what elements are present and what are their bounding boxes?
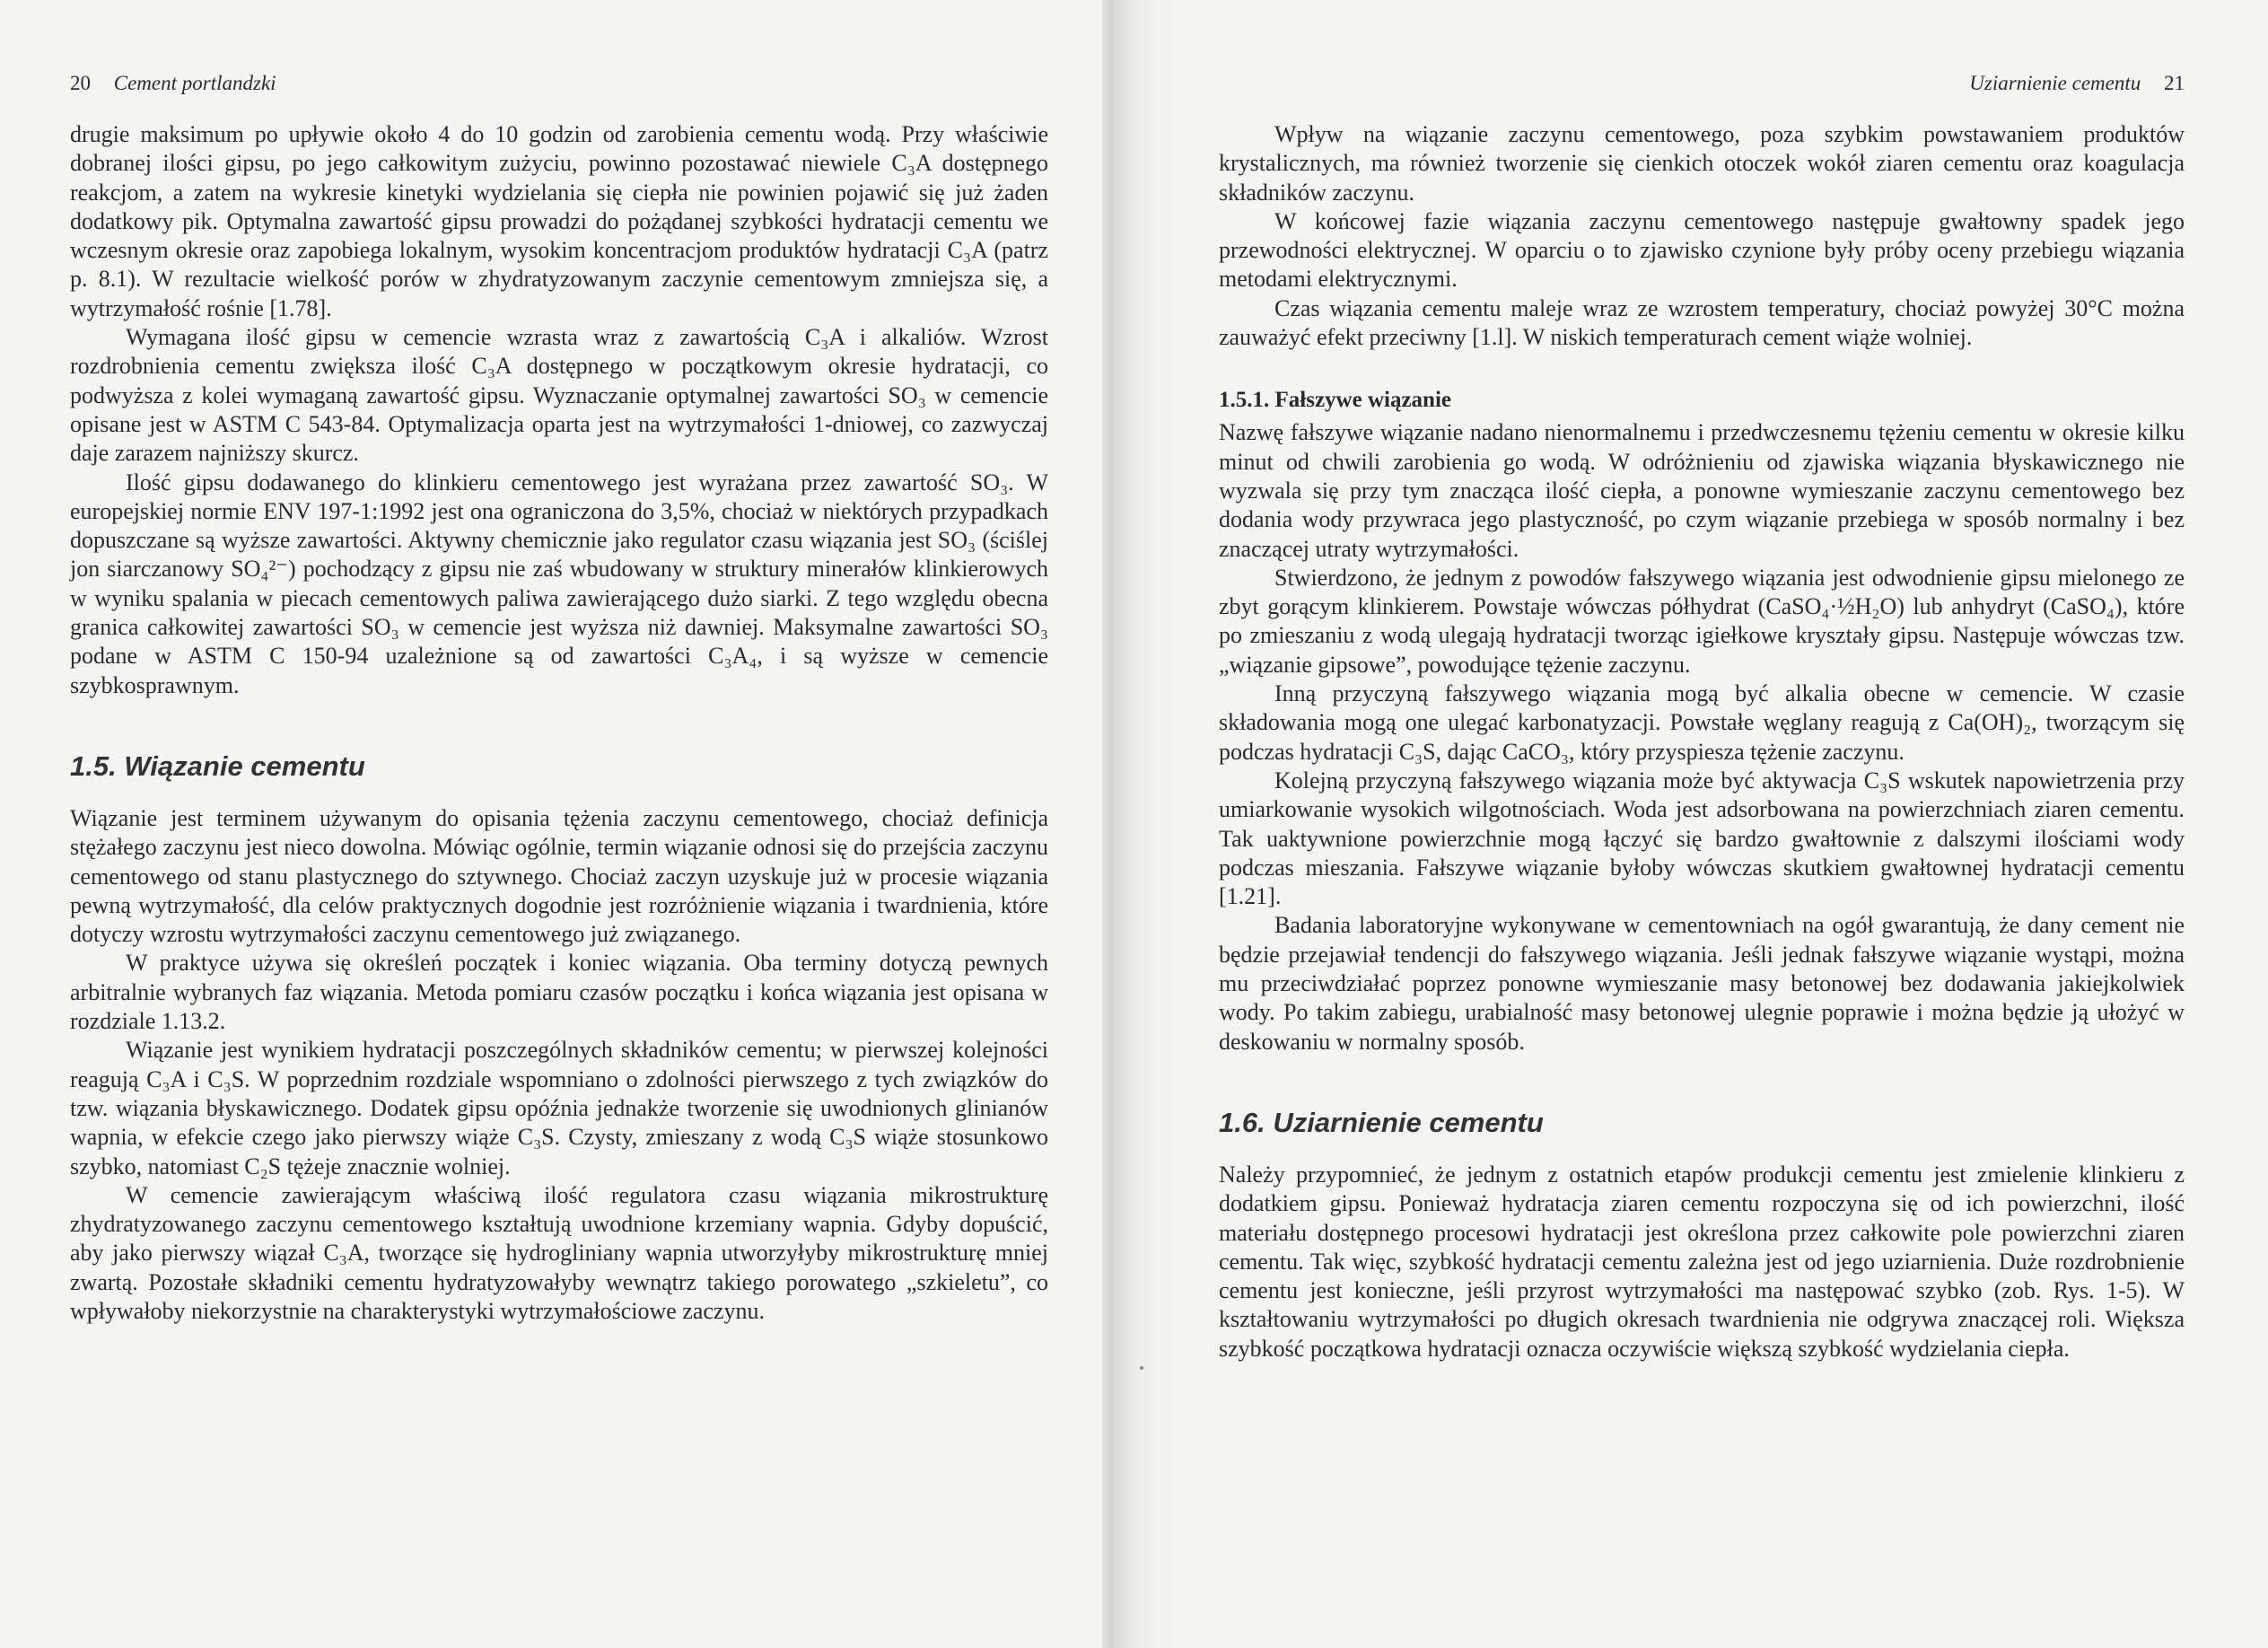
right-running-head	[1219, 70, 2185, 106]
left-paragraph-6: Wiązanie jest wynikiem hydratacji poszczególnych składników cementu; w pierwszej kolejności reagują C₃A i C₃S. W poprzednim rozdziale wspomniano o zdolności pierwszego z tych związków do tzw. wiązania błyskawicznego. Dodatek gipsu opóźnia jednakże tworzenie się uwodnionych glinianów wapnia, w efekcie czego jako pierwszy wiąże C₃S. Czysty, zmieszany z wodą C₃S wiąże stosunkowo szybko, natomiast C₂S tężeje znacznie wolniej.	[70, 1037, 1048, 1179]
margin-dot-mark	[1140, 1366, 1143, 1370]
left-paragraph-4: Wiązanie jest terminem używanym do opisania tężenia zaczynu cementowego, chociaż definicja stężałego zaczynu jest nieco dowolna. Mówiąc ogólnie, termin wiązanie odnosi się do przejścia zaczynu cementowego od stanu plastycznego do sztywnego. Chociaż zaczyn uzyskuje już w procesie wiązania pewną wytrzymałość, dla celów praktycznych dogodnie jest rozróżnienie wiązania i twardnienia, które dotyczy wzrostu wytrzymałości zaczynu cementowego już związanego.	[70, 804, 1048, 948]
left-running-head	[70, 70, 1048, 106]
right-paragraph-9: Należy przypomnieć, że jednym z ostatnich etapów produkcji cementu jest zmielenie klinkieru z dodatkiem gipsu. Ponieważ hydratacja ziaren cementu rozpoczyna się od ich powierzchni, ilość materiału dostępnego procesowi hydratacji jest określona przez całkowite pole powierzchni ziaren cementu. Tak więc, szybkość hydratacji cementu zależna jest od jego uziarnienia. Duże rozdrobnienie cementu jest konieczne, jeśli przyrost wytrzymałości ma następować szybko (zob. Rys. 1-5). W kształtowaniu wytrzymałości po długich okresach twardnienia nie odgrywa znaczącej roli. Większa szybkość początkowa hydratacji oznacza oczywiście większą szybkość wydzielania ciepła.	[1219, 1161, 2185, 1362]
left-paragraph-1: drugie maksimum po upływie około 4 do 10 godzin od zarobienia cementu wodą. Przy właściwie dobranej ilości gipsu, po jego całkowitym zużyciu, powinno pozostawać niewiele C₃A dostępnego reakcjom, a zatem na wykresie kinetyki wydzielania się ciepła nie powinien pojawić się już żaden dodatkowy pik. Optymalna zawartość gipsu prowadzi do pożądanej szybkości hydratacji cementu we wczesnym okresie oraz zapobiega lokalnym, wysokim koncentracjom produktów hydratacji C₃A (patrz p. 8.1). W rezultacie wielkość porów w zhydratyzowanym zaczynie cementowym zmniejsza się, a wytrzymałość rośnie [1.78].	[70, 121, 1048, 321]
right-paragraph-4: Nazwę fałszywe wiązanie nadano nienormalnemu i przedwczesnemu tężeniu cementu w okresie kilku minut od chwili zarobienia go wodą. W odróżnieniu od zjawiska wiązania błyskawicznego nie wyzwala się przy tym znacząca ilość ciepła, a ponowne wymieszanie zaczynu cementowego bez dodania wody przywraca jego plastyczność, po czym wiązanie przebiega w sposób normalny i bez znaczącej utraty wytrzymałości.	[1219, 419, 2185, 562]
right-page-number: 21	[2164, 72, 2185, 94]
left-paragraph-7: W cemencie zawierającym właściwą ilość regulatora czasu wiązania mikrostrukturę zhydratyzowanego zaczynu cementowego kształtują uwodnione krzemiany wapnia. Gdyby dopuścić, aby jako pierwszy wiązał C₃A, tworzące się hydrogliniany wapnia utworzyłyby mikrostrukturę mniej zwartą. Pozostałe składniki cementu hydratyzowałyby wewnątrz takiego porowatego „szkieletu”, co wpływałoby niekorzystnie na charakterystyki wytrzymałościowe zaczynu.	[70, 1181, 1048, 1324]
left-page-number: 20	[70, 72, 91, 94]
right-paragraph-1: Wpływ na wiązanie zaczynu cementowego, poza szybkim powstawaniem produktów krystalicznych, ma również tworzenie się cienkich otoczek wokół ziaren cementu oraz koagulacja składników zaczynu.	[1219, 121, 2185, 206]
right-paragraph-7: Kolejną przyczyną fałszywego wiązania może być aktywacja C₃S wskutek napowietrzenia przy umiarkowanie wysokich wilgotnościach. Woda jest adsorbowana na powierzchniach ziaren cementu. Tak uaktywnione powierzchnie mogą łączyć się bardzo gwałtownie z dalszymi ilościami wody podczas mieszania. Fałszywe wiązanie byłoby wówczas skutkiem gwałtownej hydratacji cementu [1.21].	[1219, 767, 2185, 910]
right-running-title: Uziarnienie cementu	[1969, 72, 2141, 94]
chapter-heading-1-5: 1.5. Wiązanie cementu	[70, 749, 365, 782]
chapter-heading-1-6: 1.6. Uziarnienie cementu	[1219, 1106, 1544, 1138]
right-paragraph-8: Badania laboratoryjne wykonywane w cementowniach na ogół gwarantują, że dany cement nie będzie przejawiał tendencji do fałszywego wiązania. Jeśli jednak fałszywe wiązanie wystąpi, można mu przeciwdziałać poprzez ponowne wymieszanie masy betonowej bez dodawania jakiejkolwiek wody. Po takim zabiegu, urabialność masy betonowej ulegnie poprawie i można będzie ją ułożyć w deskowaniu w normalny sposób.	[1219, 912, 2185, 1055]
right-page	[1113, 0, 2268, 1648]
left-paragraph-3: Ilość gipsu dodawanego do klinkieru cementowego jest wyrażana przez zawartość SO₃. W europejskiej normie ENV 197-1:1992 jest ona ograniczona do 3,5%, chociaż w niektórych przypadkach dopuszczane są wyższe zawartości. Aktywny chemicznie jako regulator czasu wiązania jest SO₃ (ściślej jon siarczanowy SO₄²⁻) pochodzący z gipsu nie zaś wbudowany w struktury minerałów klinkierowych w wyniku spalania w piecach cementowych paliwa zawierającego dużo siarki. Z tego względu obecna granica całkowitej zawartości SO₃ w cemencie jest wyższa niż dawniej. Maksymalne zawartości SO₃ podane w ASTM C 150-94 uzależnione są od zawartości C₃A₄, i są wyższe w cemencie szybkosprawnym.	[70, 469, 1048, 698]
left-paragraph-5: W praktyce używa się określeń początek i koniec wiązania. Oba terminy dotyczą pewnych arbitralnie wybranych faz wiązania. Metoda pomiaru czasów początku i końca wiązania jest opisana w rozdziale 1.13.2.	[70, 950, 1048, 1035]
left-paragraph-2: Wymagana ilość gipsu w cemencie wzrasta wraz z zawartością C₃A i alkaliów. Wzrost rozdrobnienia cementu zwiększa ilość C₃A dostępnego w początkowym okresie hydratacji, co podwyższa z kolei wymaganą zawartość gipsu. Wyznaczanie optymalnej zawartości SO₃ w cemencie opisane jest w ASTM C 543-84. Optymalizacja oparta jest na wytrzymałości 1-dniowej, co zazwyczaj daje zarazem najniższy skurcz.	[70, 324, 1048, 467]
right-paragraph-3: Czas wiązania cementu maleje wraz ze wzrostem temperatury, chociaż powyżej 30°C można zauważyć efekt przeciwny [1.l]. W niskich temperaturach cement wiąże wolniej.	[1219, 294, 2185, 351]
left-page	[0, 0, 1113, 1648]
section-heading-1-5-1: 1.5.1. Fałszywe wiązanie	[1219, 388, 1451, 413]
right-paragraph-2: W końcowej fazie wiązania zaczynu cementowego następuje gwałtowny spadek jego przewodności elektrycznej. W oparciu o to zjawisko czynione były próby oceny przebiegu wiązania metodami elektrycznymi.	[1219, 207, 2185, 293]
left-running-title: Cement portlandzki	[113, 72, 276, 94]
right-paragraph-6: Inną przyczyną fałszywego wiązania mogą być alkalia obecne w cemencie. W czasie składowania mogą one ulegać karbonatyzacji. Powstałe węglany reagują z Ca(OH)₂, tworzącym się podczas hydratacji C₃S, dając CaCO₃, który przyspiesza tężenie zaczynu.	[1219, 680, 2185, 765]
right-paragraph-5: Stwierdzono, że jednym z powodów fałszywego wiązania jest odwodnienie gipsu mielonego ze zbyt gorącym klinkierem. Powstaje wówczas półhydrat (CaSO₄·½H₂O) lub anhydryt (CaSO₄), które po zmieszaniu z wodą ulegają hydratacji tworząc igiełkowe kryształy gipsu. Następuje wówczas tzw. „wiązanie gipsowe”, powodujące tężenie zaczynu.	[1219, 564, 2185, 678]
